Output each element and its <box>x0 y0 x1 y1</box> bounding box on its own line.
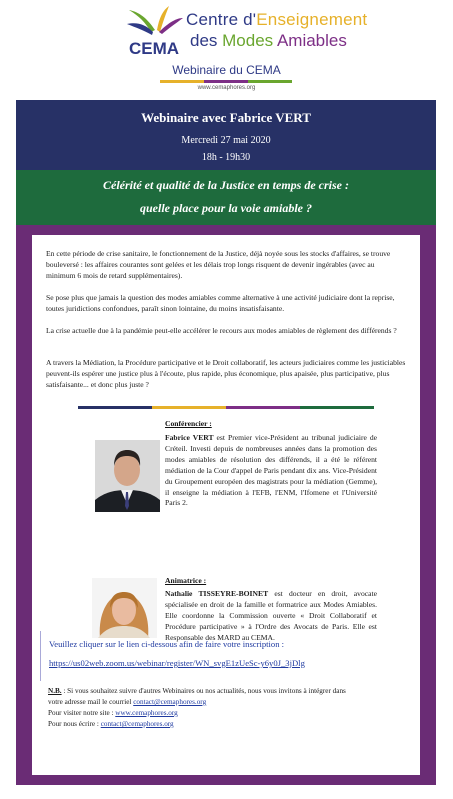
registration-box <box>40 631 413 681</box>
intro-paragraph-2: Se pose plus que jamais la question des modes amiables comme alternative à une activité judiciaire dont la reprise, toutes juridictions confondues, paraît sinon lointaine, du moins insatisfaisante. <box>46 293 395 313</box>
org-name-line2: des Modes Amiables <box>190 31 347 50</box>
website-link[interactable]: www.cemaphores.org <box>115 709 178 717</box>
speaker-heading: Conférencier : <box>165 419 212 428</box>
event-time: 18h - 19h30 <box>201 152 251 163</box>
registration-text: Veuillez cliquer sur le lien ci-dessous afin de faire votre inscription : <box>49 639 285 649</box>
event-date: Mercredi 27 mai 2020 <box>181 135 271 146</box>
intro-paragraph-3: La crise actuelle due à la pandémie peut-elle accélérer le recours aux modes amiables de règlement des différends ? <box>46 326 397 335</box>
intro-paragraph-4: A travers la Médiation, la Procédure participative et le Droit collaboratif, les acteurs judiciaires comme les justiciables peuvent-ils espérer une justice plus à l'écoute, plus rapide, plus économique, plus apaisée, plus participative, plus satisfaisante... et donc plus juste ? <box>46 358 406 389</box>
speaker-name: Fabrice VERT <box>165 433 214 442</box>
logo-text: CEMA <box>129 39 180 58</box>
event-title: Webinaire avec Fabrice VERT <box>141 110 311 125</box>
host-heading: Animatrice : <box>165 576 207 585</box>
contact-email-link-1[interactable]: contact@cemaphores.org <box>133 698 207 706</box>
nb-label: N.B. <box>48 687 62 695</box>
theme-line1: Célérité et qualité de la Justice en temps de crise : <box>103 178 349 192</box>
header <box>0 0 453 100</box>
theme-line2: quelle place pour la voie amiable ? <box>140 201 312 215</box>
nb-line1: N.B. : Si vous souhaitez suivre d'autres Webinaires ou nos actualités, nous vous invitons à intégrer dans <box>48 687 346 695</box>
subtitle-rule-green <box>248 80 292 83</box>
cema-logo <box>125 4 185 60</box>
divider-gold <box>152 406 226 409</box>
host-name: Nathalie TISSEYRE-BOINET <box>165 589 269 598</box>
speaker-photo <box>95 440 160 512</box>
event-banner <box>16 100 436 170</box>
divider-green <box>300 406 374 409</box>
nb-line3: Pour visiter notre site : www.cemaphores.org <box>48 709 178 717</box>
host-photo <box>92 578 157 638</box>
contact-email-link-2[interactable]: contact@cemaphores.org <box>100 720 174 728</box>
divider-purple <box>226 406 300 409</box>
theme-banner <box>16 170 436 225</box>
webinaire-subtitle: Webinaire du CEMA <box>172 63 281 77</box>
nb-line4: Pour nous écrire : contact@cemaphores.org <box>48 720 174 728</box>
subtitle-rule-purple <box>204 80 248 83</box>
header-website[interactable]: www.cemaphores.org <box>197 85 256 91</box>
host-bio: Nathalie TISSEYRE-BOINET est docteur en droit, avocate spécialisée en droit de la famille et formatrice aux Modes Amiables. Elle coordonne la Commission ouverte « Droit Collaboratif et Procédure participative » à l'Ordre des Avocats de Paris. Elle est Responsable des MARD au CEMA. <box>165 589 377 642</box>
registration-link[interactable]: https://us02web.zoom.us/webinar/register/WN_svgE1zUeSc-y6y0J_3jDlg <box>49 658 305 668</box>
subtitle-rule-gold <box>160 80 204 83</box>
org-name-line1: Centre d'Enseignement <box>186 10 368 29</box>
nb-line2: votre adresse mail le courriel contact@cemaphores.org <box>48 698 207 706</box>
divider-navy <box>78 406 152 409</box>
intro-paragraph-1: En cette période de crise sanitaire, le fonctionnement de la Justice, déjà noyée sous les stocks d'affaires, se trouve bouleversé : les affaires courantes sont gelées et les délais trop longs risquent de devenir ingérables (avec au minimum 6 mois de retard supplémentaires). <box>46 249 391 280</box>
speaker-bio: Fabrice VERT est Premier vice-Président au tribunal judiciaire de Créteil. Investi depuis de nombreuses années dans la promotion des modes amiables de résolution des différends, il a été le référent médiation de la Cour d'appel de Paris pendant dix ans. Vice-Président du Groupement européen des magistrats pour la médiation (Gemme), il enseigne la médiation à l'EFB, l'ENM, l'Ifomene et l'Université Paris 2. <box>165 433 377 508</box>
